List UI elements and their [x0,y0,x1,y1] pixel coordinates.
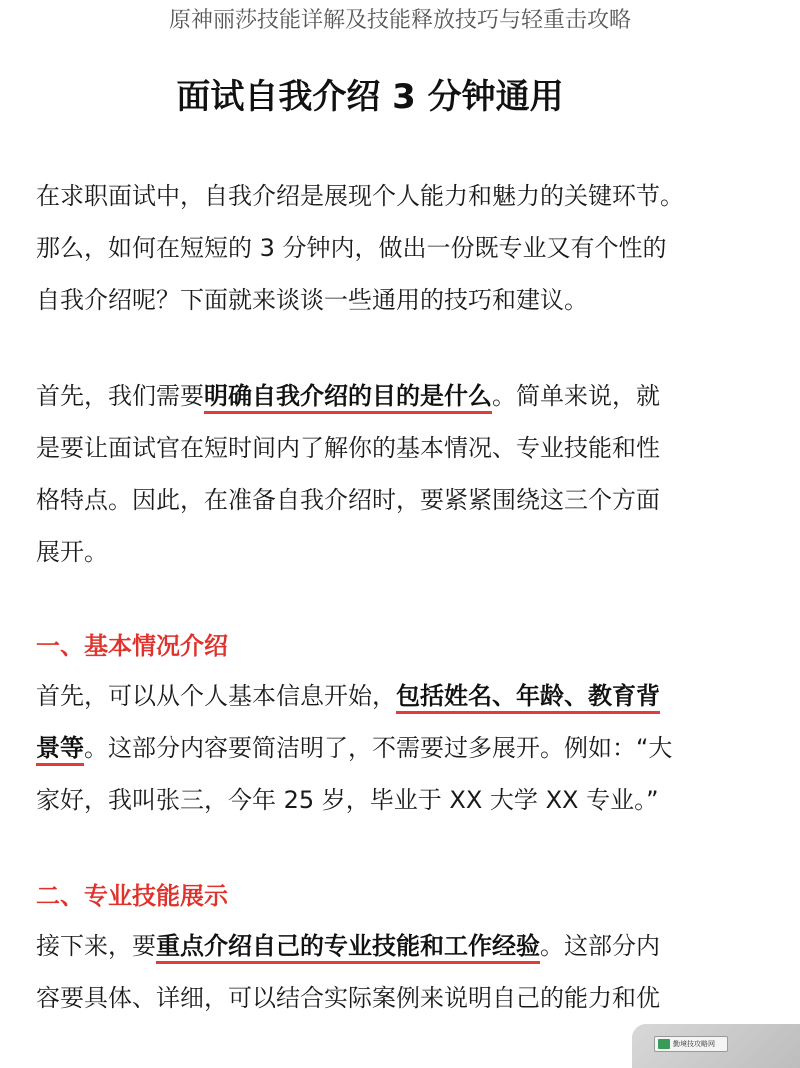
watermark-icon [658,1039,670,1049]
section-1-line-1 [36,670,736,722]
section-1-paragraph [36,670,736,826]
purpose-line-1-pre: 首先，我们需要 [36,382,204,410]
section-1-line-2 [36,722,736,774]
intro-line-2: 那么，如何在短短的 3 分钟内，做出一份既专业又有个性的 [36,234,667,262]
intro-line-1: 在求职面试中，自我介绍是展现个人能力和魅力的关键环节。 [36,182,684,210]
purpose-line-4: 展开。 [36,538,108,566]
purpose-line-1-post: 。简单来说，就 [492,382,660,410]
section-1-highlight-b: 景等 [36,734,84,766]
section-2-line-1-post: 。这部分内 [540,932,660,960]
section-1-heading: 一、基本情况介绍 [36,632,228,660]
section-2-line-2: 容要具体、详细，可以结合实际案例来说明自己的能力和优 [36,984,660,1012]
watermark-logo [654,1036,728,1052]
section-2-paragraph [36,920,736,1024]
section-2-highlight: 重点介绍自己的专业技能和工作经验 [156,932,540,964]
purpose-line-2: 是要让面试官在短时间内了解你的基本情况、专业技能和性 [36,434,660,462]
section-2-heading: 二、专业技能展示 [36,882,228,910]
section-1-line-2-post: 。这部分内容要简洁明了，不需要过多展开。例如：“大 [84,734,673,762]
section-2-line-1-pre: 接下来，要 [36,932,156,960]
section-1-line-3: 家好，我叫张三，今年 25 岁，毕业于 XX 大学 XX 专业。” [36,786,659,814]
watermark-text: 勤境技攻略网 [673,1040,715,1048]
purpose-line-1 [36,370,736,422]
intro-paragraph [36,170,736,326]
purpose-line-3: 格特点。因此，在准备自我介绍时，要紧紧围绕这三个方面 [36,486,660,514]
page-caption: 原神丽莎技能详解及技能释放技巧与轻重击攻略 [168,8,631,33]
section-1-line-1-pre: 首先，可以从个人基本信息开始， [36,682,396,710]
section-1-highlight-a: 包括姓名、年龄、教育背 [396,682,660,714]
purpose-highlight: 明确自我介绍的目的是什么 [204,382,492,414]
watermark-badge [632,1024,800,1068]
section-2-line-1 [36,920,736,972]
document-title: 面试自我介绍 3 分钟通用 [176,77,564,117]
intro-line-3: 自我介绍呢？下面就来谈谈一些通用的技巧和建议。 [36,286,588,314]
purpose-paragraph [36,370,736,578]
